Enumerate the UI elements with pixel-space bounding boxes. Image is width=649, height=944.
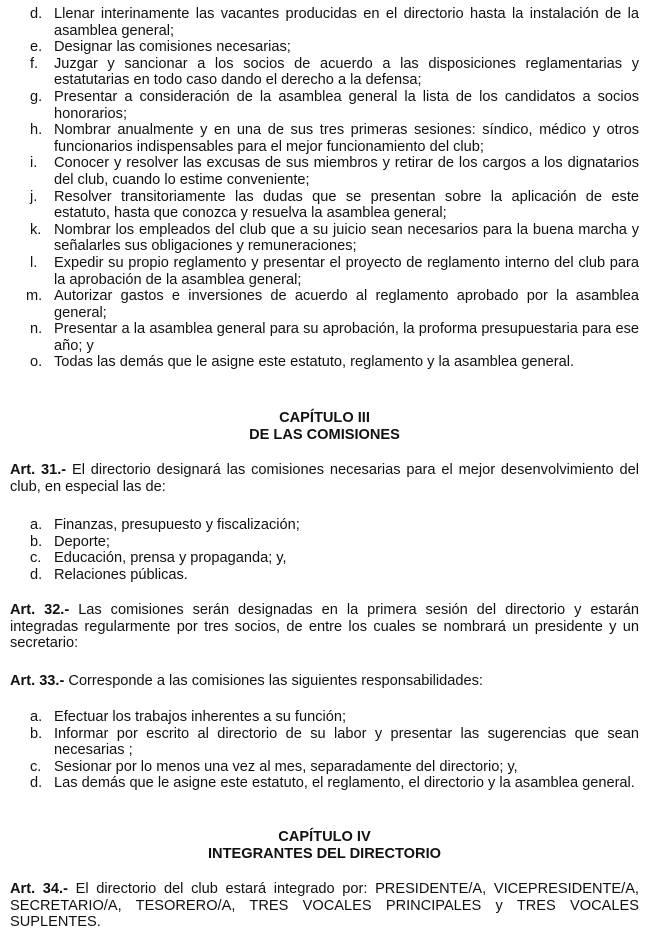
list-item: a. Finanzas, presupuesto y fiscalización;	[30, 517, 300, 533]
article-31-text: El directorio designará las comisiones necesarias para el mejor desenvolvimiento del club, en especial las de:	[10, 462, 639, 495]
chapter-3-title: DE LAS COMISIONES	[249, 426, 400, 443]
article-33-text: Corresponde a las comisiones las siguientes responsabilidades:	[68, 673, 483, 689]
list-item: h. Nombrar anualmente y en una de sus tres primeras sesiones: síndico, médico y otros funcionarios indispensables para el mejor funcionamiento del club;	[30, 122, 639, 155]
directorio-duties-list	[10, 6, 639, 371]
chapter-4-number: CAPÍTULO IV	[278, 829, 371, 845]
list-item: d. Llenar interinamente las vacantes producidas en el directorio hasta la instalación de la asamblea general;	[30, 6, 639, 39]
article-34-label: Art. 34.-	[10, 881, 68, 897]
list-item: g. Presentar a consideración de la asamblea general la lista de los candidatos a socios honorarios;	[30, 88, 639, 122]
list-item: i. Conocer y resolver las excusas de sus miembros y retirar de los cargos a los dignatarios del club, cuando lo estime conveniente;	[30, 155, 639, 188]
list-item: c. Sesionar por lo menos una vez al mes, separadamente del directorio; y,	[30, 758, 518, 775]
article-31	[10, 462, 639, 495]
article-34-text: El directorio del club estará integrado por: PRESIDENTE/A, VICEPRESIDENTE/A, SECRETARIO/A, TESORERO/A, TRES VOCALES PRINCIPALES y TRES VOCALES SUPLENTES.	[10, 881, 639, 931]
list-item: b. Deporte;	[30, 533, 110, 550]
list-item: m. Autorizar gastos e inversiones de acuerdo al reglamento aprobado por la asamblea general;	[26, 288, 639, 321]
article-31-label: Art. 31.-	[10, 462, 67, 478]
chapter-4-heading	[0, 829, 649, 862]
chapter-3-heading	[0, 410, 649, 443]
article-34	[10, 881, 639, 931]
list-item: o. Todas las demás que le asigne este estatuto, reglamento y la asamblea general.	[30, 354, 575, 371]
list-item: k. Nombrar los empleados del club que a su juicio sean necesarios para la buena marcha y señalarles sus obligaciones y remuneraciones;	[30, 221, 639, 255]
article-33-label: Art. 33.-	[10, 673, 65, 689]
chapter-4-title: INTEGRANTES DEL DIRECTORIO	[208, 845, 441, 862]
list-item: a. Efectuar los trabajos inherentes a su función;	[30, 709, 347, 725]
list-item: f. Juzgar y sancionar a los socios de acuerdo a las disposiciones reglamentarias y estatutarias en todo caso dando el derecho a la defensa;	[30, 55, 639, 89]
article-32-text: Las comisiones serán designadas en la primera sesión del directorio y estarán integradas regularmente por tres socios, de entre los cuales se nombrará un presidente y un secretario:	[10, 602, 639, 652]
list-item: d. Relaciones públicas.	[30, 566, 188, 583]
article-31-list	[10, 517, 639, 583]
list-item: l. Expedir su propio reglamento y presentar el proyecto de reglamento interno del club para la aprobación de la asamblea general;	[30, 254, 639, 288]
list-item: e. Designar las comisiones necesarias;	[30, 39, 291, 56]
list-item: j. Resolver transitoriamente las dudas que se presentan sobre la aplicación de este estatuto, hasta que conozca y resuelva la asamblea general;	[30, 188, 639, 222]
article-32-label: Art. 32.-	[10, 602, 70, 618]
list-item: d. Las demás que le asigne este estatuto, el reglamento, el directorio y la asamblea general.	[30, 775, 635, 792]
article-33	[10, 673, 639, 690]
chapter-3-number: CAPÍTULO III	[279, 410, 370, 426]
article-33-list	[10, 709, 639, 792]
list-item: c. Educación, prensa y propaganda; y,	[30, 550, 287, 567]
list-item: b. Informar por escrito al directorio de su labor y presentar las sugerencias que sean necesarias ;	[30, 725, 639, 759]
list-item: n. Presentar a la asamblea general para su aprobación, la proforma presupuestaria para ese año; y	[30, 321, 639, 354]
article-32	[10, 602, 639, 652]
